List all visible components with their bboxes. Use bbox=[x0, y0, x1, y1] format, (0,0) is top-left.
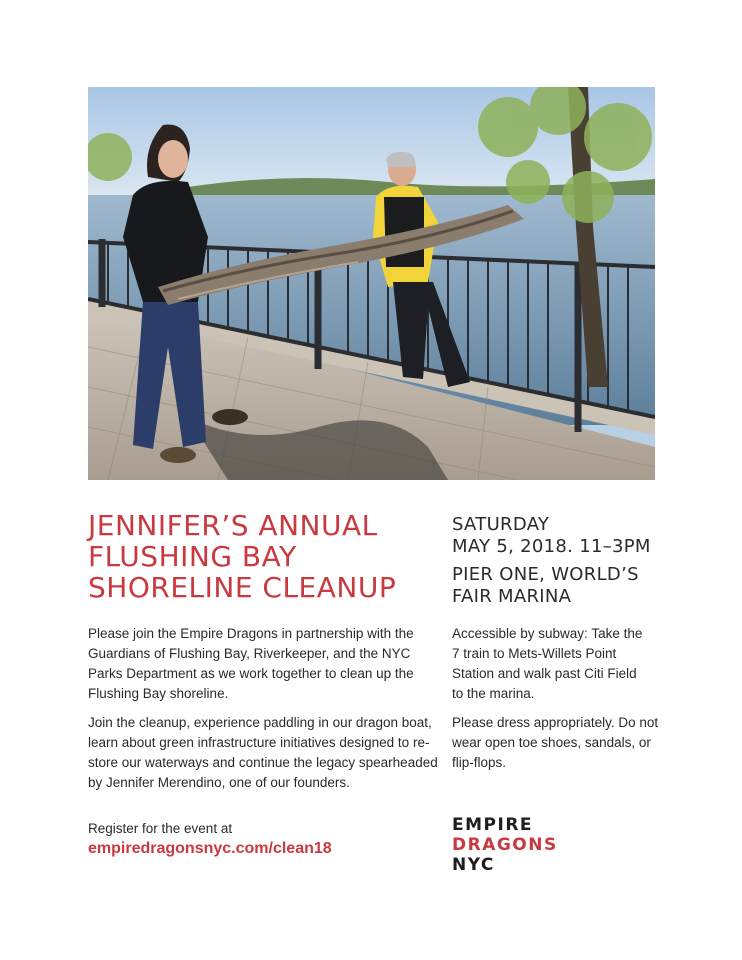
title-line: JENNIFER’S ANNUAL bbox=[88, 509, 378, 542]
event-location bbox=[452, 564, 682, 608]
details-line: by Jennifer Merendino, one of our founders. bbox=[88, 775, 350, 790]
title-line: SHORELINE CLEANUP bbox=[88, 571, 397, 604]
event-date-line: SATURDAY bbox=[452, 514, 550, 535]
intro-line: Parks Department as we work together to clean up the bbox=[88, 666, 414, 681]
photo-illustration bbox=[88, 87, 655, 480]
logo-line: EMPIRE bbox=[452, 815, 534, 835]
directions-paragraph bbox=[452, 624, 662, 704]
intro-line: Flushing Bay shoreline. bbox=[88, 686, 229, 701]
title-line: FLUSHING BAY bbox=[88, 540, 297, 573]
dress-line: flip-flops. bbox=[452, 755, 507, 770]
details-line: Join the cleanup, experience paddling in our dragon boat, bbox=[88, 715, 432, 730]
event-date bbox=[452, 514, 682, 558]
dress-line: Please dress appropriately. Do not bbox=[452, 715, 659, 730]
event-date-line: MAY 5, 2018. 11–3PM bbox=[452, 536, 651, 557]
event-photo bbox=[88, 87, 655, 480]
intro-line: Please join the Empire Dragons in partnership with the bbox=[88, 626, 414, 641]
register-link[interactable]: empiredragonsnyc.com/clean18 bbox=[88, 840, 332, 857]
details-paragraph bbox=[88, 713, 438, 793]
intro-line: Guardians of Flushing Bay, Riverkeeper, and the NYC bbox=[88, 646, 411, 661]
logo-line: NYC bbox=[452, 855, 495, 875]
details-line: learn about green infrastructure initiatives designed to re- bbox=[88, 735, 430, 750]
directions-line: 7 train to Mets-Willets Point bbox=[452, 646, 617, 661]
event-location-line: FAIR MARINA bbox=[452, 586, 572, 607]
event-info bbox=[452, 514, 682, 608]
dress-code-paragraph bbox=[452, 713, 662, 773]
directions-line: Station and walk past Citi Field bbox=[452, 666, 637, 681]
event-title bbox=[88, 510, 433, 603]
intro-paragraph bbox=[88, 624, 428, 704]
empire-dragons-logo bbox=[452, 815, 558, 875]
directions-line: Accessible by subway: Take the bbox=[452, 626, 643, 641]
details-line: store our waterways and continue the legacy spearheaded bbox=[88, 755, 438, 770]
register-label: Register for the event at bbox=[88, 821, 233, 836]
logo-line: DRAGONS bbox=[452, 835, 558, 855]
directions-line: to the marina. bbox=[452, 686, 535, 701]
dress-line: wear open toe shoes, sandals, or bbox=[452, 735, 651, 750]
event-location-line: PIER ONE, WORLD’S bbox=[452, 564, 639, 585]
register-block bbox=[88, 820, 332, 860]
